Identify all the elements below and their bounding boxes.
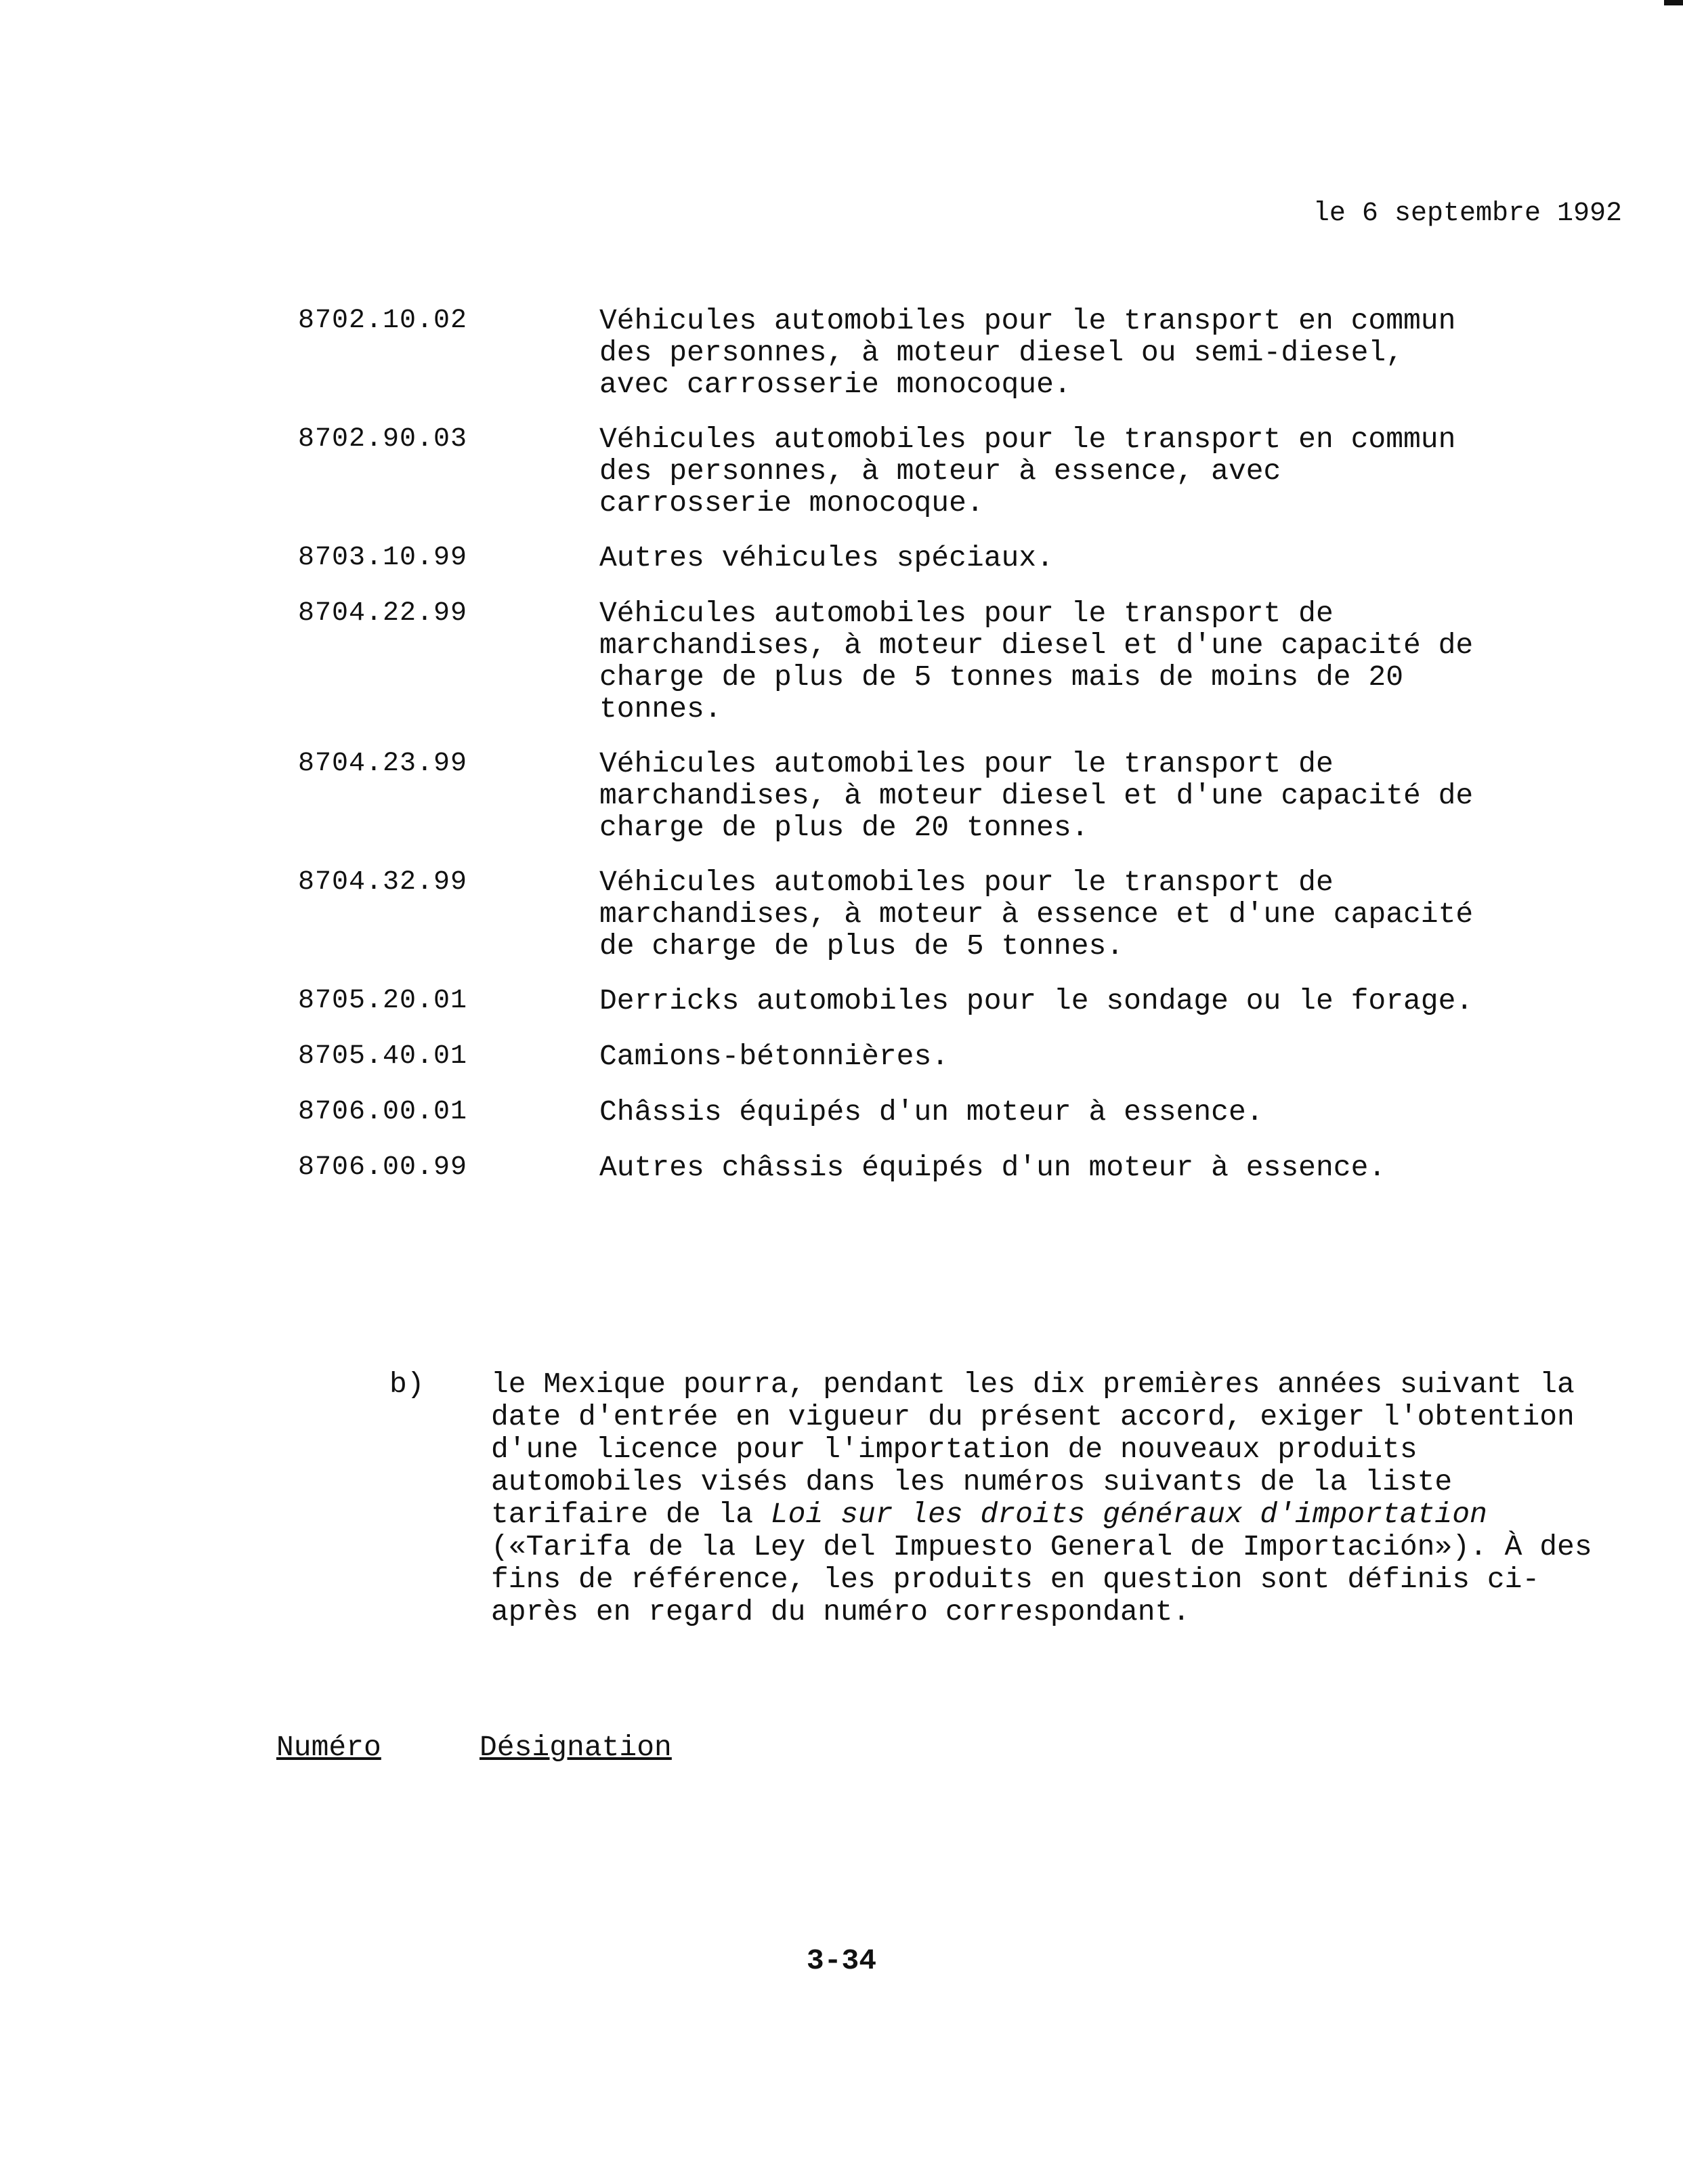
tariff-entry: [298, 1041, 1625, 1073]
tariff-entry: [298, 866, 1625, 962]
tariff-entry: [298, 542, 1625, 574]
paragraph-law-title: Loi sur les droits généraux d'importation: [770, 1498, 1487, 1531]
tariff-description: Camions-bétonnières.: [599, 1040, 950, 1073]
tariff-description: Véhicules automobiles pour le transport de marchandises, à moteur à essence et d'une capacité de charge de plus de 5 tonnes.: [599, 866, 1474, 963]
tariff-description: Véhicules automobiles pour le transport en commun des personnes, à moteur à essence, avec carrosserie monocoque.: [599, 423, 1456, 520]
header-designation: Désignation: [480, 1731, 672, 1764]
tariff-entry-list: [298, 305, 1625, 1207]
paragraph-text-part1: le Mexique pourra, pendant les dix premières années suivant la date d'entrée en vigueur du présent accord, exiger l'obtention d'une licence pour l'importation de nouveaux produits automobiles visés dans les numéros suivants de la liste tarifaire de la: [491, 1368, 1575, 1531]
tariff-code: 8705.20.01: [298, 986, 468, 1016]
tariff-entry: [298, 748, 1625, 843]
paragraph-label: b): [389, 1368, 425, 1401]
tariff-description: Autres véhicules spéciaux.: [599, 541, 1054, 574]
tariff-description: Derricks automobiles pour le sondage ou le forage.: [599, 984, 1474, 1017]
paragraph-b: [389, 1368, 1609, 1629]
tariff-entry: [298, 985, 1625, 1017]
tariff-code: 8706.00.01: [298, 1097, 468, 1127]
tariff-code: 8706.00.99: [298, 1152, 468, 1183]
tariff-entry: [298, 305, 1625, 400]
table-headers: [276, 1731, 672, 1765]
paragraph-text-part2: («Tarifa de la Ley del Impuesto General de Importación»). À des fins de référence, les produits en question sont définis ci-après en regard du numéro correspondant.: [491, 1530, 1592, 1629]
page-number: 3-34: [806, 1944, 877, 1977]
tariff-entry: [298, 423, 1625, 519]
tariff-code: 8704.23.99: [298, 749, 468, 779]
paragraph-text: [491, 1368, 1609, 1629]
tariff-description: Véhicules automobiles pour le transport en commun des personnes, à moteur diesel ou semi-diesel, avec carrosserie monocoque.: [599, 304, 1456, 401]
tariff-description: Châssis équipés d'un moteur à essence.: [599, 1095, 1264, 1129]
tariff-entry: [298, 1096, 1625, 1129]
tariff-description: Véhicules automobiles pour le transport de marchandises, à moteur diesel et d'une capacité de charge de plus de 5 tonnes mais de moins de 20 tonnes.: [599, 597, 1474, 726]
tariff-code: 8704.32.99: [298, 867, 468, 898]
tariff-code: 8702.90.03: [298, 424, 468, 455]
tariff-code: 8703.10.99: [298, 543, 468, 573]
tariff-entry: [298, 1152, 1625, 1184]
tariff-entry: [298, 597, 1625, 725]
tariff-code: 8702.10.02: [298, 306, 468, 336]
tariff-description: Véhicules automobiles pour le transport de marchandises, à moteur diesel et d'une capacité de charge de plus de 20 tonnes.: [599, 747, 1474, 844]
tariff-code: 8704.22.99: [298, 598, 468, 629]
header-numero: Numéro: [276, 1731, 381, 1764]
tariff-description: Autres châssis équipés d'un moteur à essence.: [599, 1151, 1386, 1184]
scan-edge-mark: [1664, 0, 1683, 5]
document-date: le 6 septembre 1992: [1313, 198, 1622, 229]
tariff-code: 8705.40.01: [298, 1041, 468, 1072]
